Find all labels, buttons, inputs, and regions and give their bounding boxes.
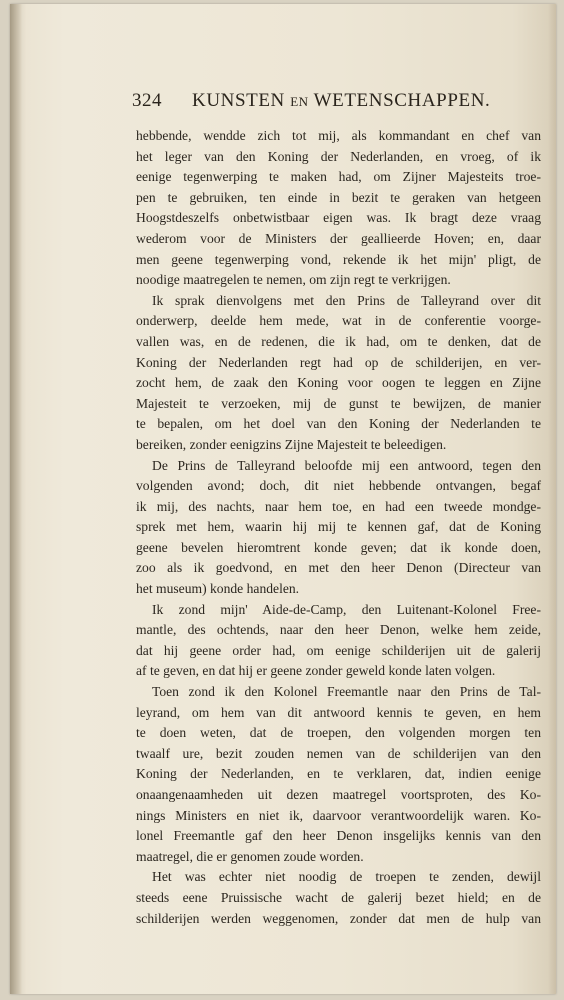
text-line: twaalf ure, bezit zouden nemen van de schilderijen van den <box>136 745 541 761</box>
text-line: geene bevelen hieromtrent konde geven; dat ik konde doen, <box>136 539 541 555</box>
text-line: mantle, des ochtends, naar den heer Denon, welke hem zeide, <box>136 622 541 638</box>
running-title-conjunction: EN <box>290 94 309 109</box>
running-title-part2: WETENSCHAPPEN. <box>313 90 491 111</box>
page-number: 324 <box>132 90 162 111</box>
text-line: Majesteit te verzoeken, mij de gunst te bewijzen, de manier <box>136 395 541 411</box>
text-line: Ik zond mijn' Aide-de-Camp, den Luitenant-Kolonel Free- <box>152 601 541 617</box>
text-line: sprek met hem, waarin hij mij te kennen gaf, dat de Koning <box>136 519 541 535</box>
text-line: Koning der Nederlanden, en te verklaren, dat, indien eenige <box>136 766 541 782</box>
text-line: onaangenaamheden uit dezen maatregel voortsproten, des Ko- <box>136 787 541 802</box>
text-line: Het was echter niet noodig de troepen te zenden, dewijl <box>152 869 541 885</box>
text-line: dat hij geene order had, om eenige schilderijen uit de galerij <box>136 642 541 658</box>
text-line: volgenden avond; doch, dit niet hebbende ontvangen, begaf <box>136 478 541 494</box>
text-line: vallen was, en de redenen, die ik had, om te denken, dat de <box>136 333 541 349</box>
text-line: ik mij, des nachts, naar hem toe, en had een tweede mondge- <box>136 498 541 514</box>
text-line: eenige tegenwerping te maken had, om Zijner Majesteits troe- <box>136 169 541 185</box>
text-line: nings Ministers en niet ik, daarvoor verantwoordelijk waren. Ko- <box>136 807 541 823</box>
text-line: lonel Freemantle gaf den heer Denon insgelijks kennis van den <box>136 828 541 844</box>
text-line: onderwerp, deelde hem mede, wat in de conferentie voorge- <box>136 313 541 329</box>
text-line: Toen zond ik den Kolonel Freemantle naar den Prins de Tal- <box>152 684 541 700</box>
running-title <box>192 90 490 112</box>
text-line: Koning der Nederlanden regt had op de schilderijen, en ver- <box>136 354 541 370</box>
page-edge-shadow <box>548 4 556 994</box>
text-line: schilderijen werden weggenomen, zonder dat men de hulp van <box>136 910 541 926</box>
text-line: zocht hem, de zaak den Koning voor oogen te leggen en Zijne <box>136 375 541 391</box>
text-line: te bepalen, om het doel van den Koning der Nederlanden te <box>136 416 541 432</box>
text-line: zoo als ik goedvond, en met den heer Denon (Directeur van <box>136 560 541 576</box>
text-line: wederom voor de Ministers der geallieerde Hoven; en, daar <box>136 230 541 246</box>
text-line: af te geven, en dat hij er geene zonder geweld konde laten volgen. <box>136 663 496 679</box>
text-line: Hoogstdeszelfs onbetwistbaar eigen was. Ik bragt deze vraag <box>136 210 541 226</box>
text-line: pen te gebruiken, ten einde in bezit te geraken van hetgeen <box>136 189 541 205</box>
text-line: het leger van den Koning der Nederlanden, en vroeg, of ik <box>136 148 541 164</box>
running-title-part1: KUNSTEN <box>192 90 285 111</box>
text-line: De Prins de Talleyrand beloofde mij een antwoord, tegen den <box>152 457 541 473</box>
text-line: bereiken, zonder eenigzins Zijne Majesteit te beleedigen. <box>136 436 447 452</box>
text-line: maatregel, die er genomen zoude worden. <box>136 848 364 864</box>
text-line: leyrand, om hem van dit antwoord kennis te geven, en hem <box>136 704 541 720</box>
text-line: noodige maatregelen te nemen, om zijn regt te verkrijgen. <box>136 272 451 288</box>
text-line: steeds eene Pruissische wacht de galerij bezet hield; en de <box>136 889 541 905</box>
running-header <box>132 90 544 114</box>
text-line: te doen weten, dat de troepen, den volgenden morgen ten <box>136 725 541 741</box>
text-line: Ik sprak dienvolgens met den Prins de Talleyrand over dit <box>152 292 541 308</box>
text-line: men geene tegenwerping vond, rekende ik het mijn' pligt, de <box>136 251 541 267</box>
body-text <box>136 126 541 929</box>
text-line: het museum) konde handelen. <box>136 581 300 597</box>
text-line: hebbende, wendde zich tot mij, als kommandant en chef van <box>136 128 541 143</box>
page-spine-shadow <box>10 4 22 994</box>
